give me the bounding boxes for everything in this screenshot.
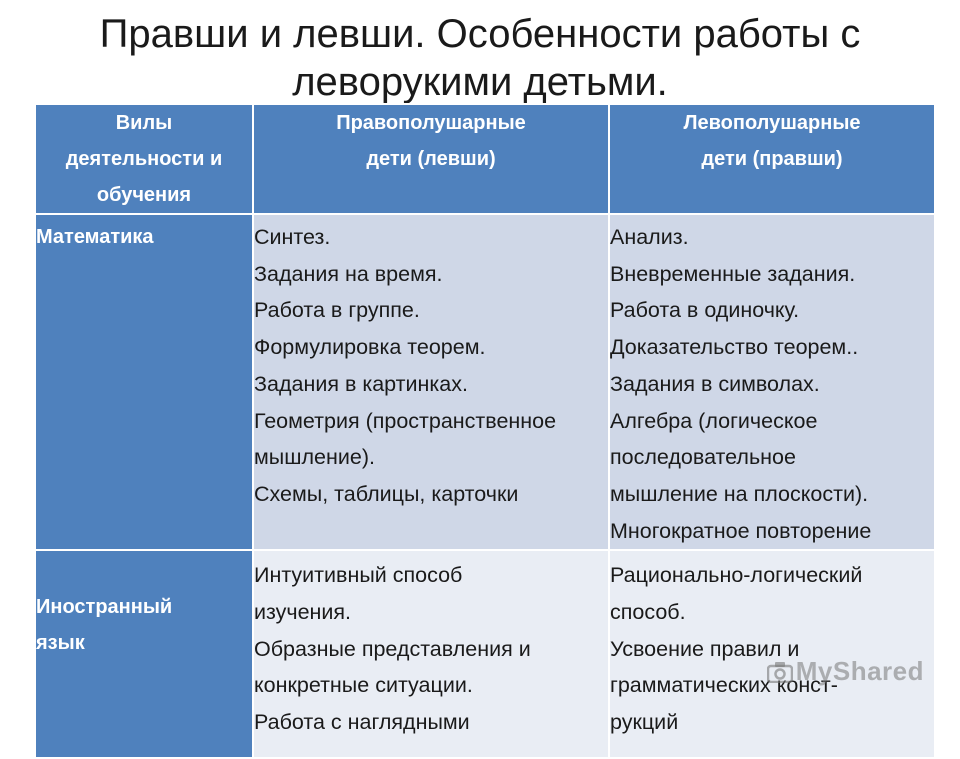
cell-lang-right-hemisphere (253, 550, 609, 758)
cell-line: последовательное (610, 445, 796, 470)
header-right-hemisphere (253, 104, 609, 214)
cell-line: Задания в картинках. (254, 371, 468, 396)
cell-line: способ. (610, 600, 686, 625)
row-label-lang-line-1: Иностранный (36, 596, 173, 619)
cell-line: Геометрия (пространственное (254, 408, 557, 433)
cell-lang-left-hemisphere (609, 550, 935, 758)
watermark (767, 656, 924, 687)
watermark-text: MyShared (795, 656, 924, 686)
cell-line: Работа с наглядными (254, 710, 470, 735)
cell-line: изучения. (254, 600, 352, 625)
table-row-foreign-language (35, 550, 935, 758)
cell-line: Задания на время. (254, 261, 443, 286)
cell-line: Доказательство теорем.. (610, 335, 859, 360)
header-activity-type (35, 104, 253, 214)
row-label-foreign-language (35, 550, 253, 758)
cell-line: Интуитивный способ (254, 563, 463, 588)
cell-line: Алгебра (логическое (610, 408, 818, 433)
header-right-line-2: дети (левши) (366, 148, 496, 170)
row-label-math-text: Математика (36, 226, 154, 248)
slide-title-line-1: Правши и левши. Особенности работы с (99, 12, 861, 56)
cell-line: Синтез. (254, 225, 331, 249)
cell-line: Рационально-логический (610, 563, 863, 588)
cell-line: конкретные ситуации. (254, 673, 473, 698)
cell-math-right-hemisphere (253, 214, 609, 550)
cell-line: Работа в одиночку. (610, 298, 800, 323)
header-left-hemisphere (609, 104, 935, 214)
cell-line: Образные представления и (254, 636, 531, 661)
cell-line: мышление на плоскости). (610, 481, 869, 506)
cell-line: Схемы, таблицы, карточки (254, 481, 519, 506)
header-activity-line-1: Вилы (115, 112, 173, 134)
header-left-line-1: Левополушарные (683, 112, 861, 134)
cell-line: Работа в группе. (254, 298, 420, 323)
slide-title (0, 10, 960, 106)
cell-line: грамматических конст- (610, 673, 838, 698)
header-activity-line-3: обучения (96, 184, 192, 206)
header-activity-line-2: деятельности и (65, 148, 223, 170)
table-header-row (35, 104, 935, 214)
cell-line: Формулировка теорем. (254, 335, 486, 360)
cell-math-left-hemisphere (609, 214, 935, 550)
cell-line: Задания в символах. (610, 371, 820, 396)
cell-line: рукций (610, 710, 679, 735)
table-row-math (35, 214, 935, 550)
header-right-line-1: Правополушарные (336, 112, 526, 134)
slide-title-line-2: леворукими детьми. (292, 60, 668, 104)
cell-line: Многократное повторение (610, 518, 872, 543)
cell-line: Вневременные задания. (610, 261, 856, 286)
row-label-lang-line-2: язык (36, 632, 85, 655)
row-label-math (35, 214, 253, 550)
camera-icon (767, 659, 793, 681)
cell-line: мышление). (254, 445, 375, 470)
cell-line: Усвоение правил и (610, 636, 800, 661)
cell-line: Анализ. (610, 225, 689, 249)
header-left-line-2: дети (правши) (701, 148, 843, 170)
